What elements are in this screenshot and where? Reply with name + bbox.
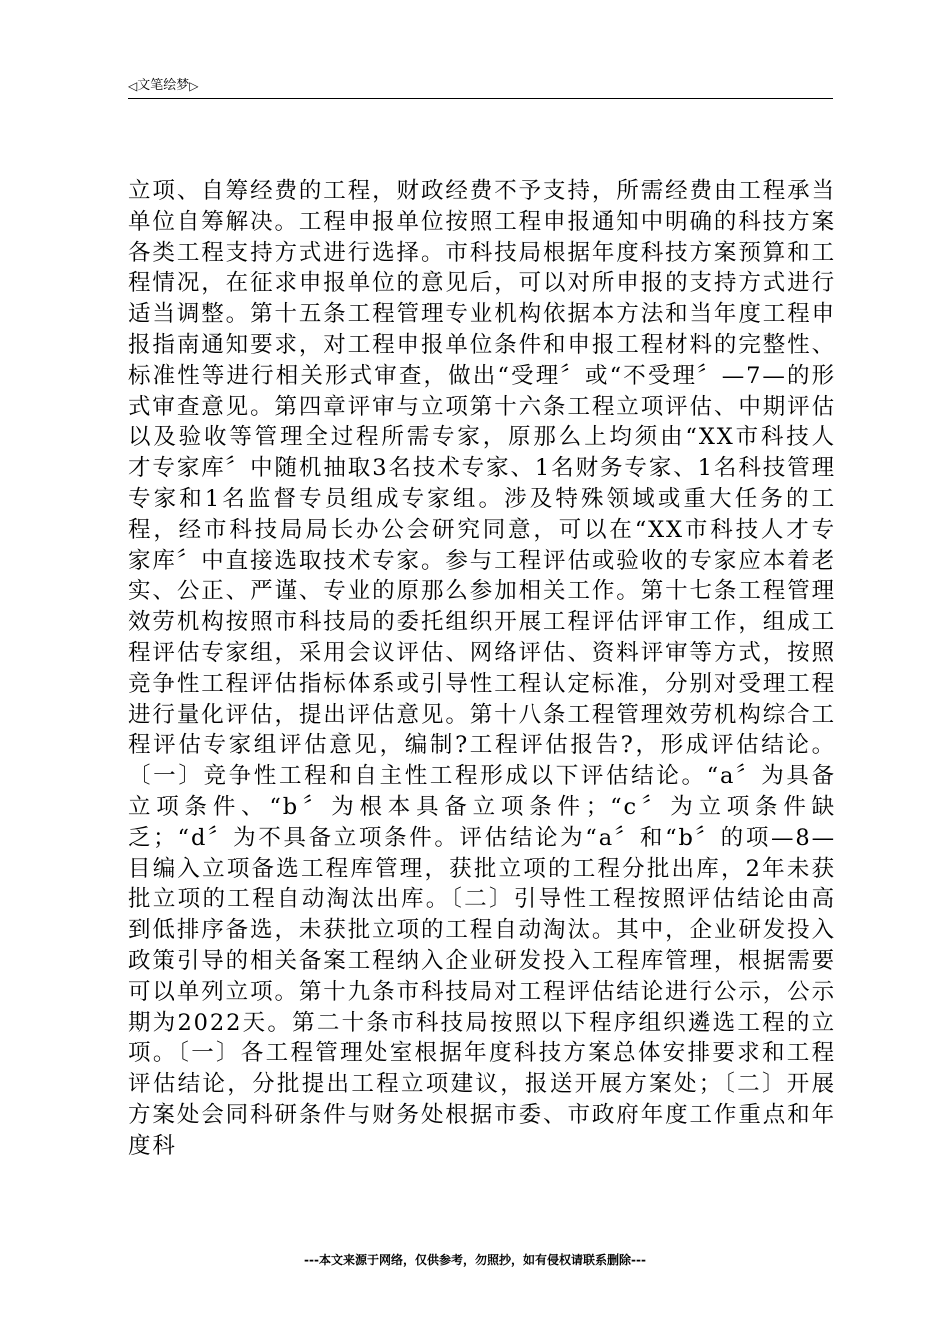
brand-logo xyxy=(128,76,198,98)
brand-name: 文笔绘梦 xyxy=(137,78,190,93)
body-paragraph: 立项、自筹经费的工程，财政经费不予支持，所需经费由工程承当单位自筹解决。工程申报单位按照工程申报通知中明确的科技方案各类工程支持方式进行选择。市科技局根据年度科技方案预算和工程情况，在征求申报单位的意见后，可以对所申报的支持方式进行适当调整。第十五条工程管理专业机构依据本方法和当年度工程申报指南通知要求，对工程申报单位条件和申报工程材料的完整性、标准性等进行相关形式审查，做出“受理〞或“不受理〞—7—的形式审查意见。第四章评审与立项第十六条工程立项评估、中期评估以及验收等管理全过程所需专家，原那么上均须由“XX市科技人才专家库〞中随机抽取3名技术专家、1名财务专家、1名科技管理专家和1名监督专员组成专家组。涉及特殊领域或重大任务的工程，经市科技局局长办公会研究同意，可以在“XX市科技人才专家库〞中直接选取技术专家。参与工程评估或验收的专家应本着老实、公正、严谨、专业的原那么参加相关工作。第十七条工程管理效劳机构按照市科技局的委托组织开展工程评估评审工作，组成工程评估专家组，采用会议评估、网络评估、资料评审等方式，按照竞争性工程评估指标体系或引导性工程认定标准，分别对受理工程进行量化评估，提出评估意见。第十八条工程管理效劳机构综合工程评估专家组评估意见，编制?工程评估报告?，形成评估结论。〔一〕竞争性工程和自主性工程形成以下评估结论。“a〞为具备立项条件、“b〞为根本具备立项条件；“c〞为立项条件缺乏；“d〞为不具备立项条件。评估结论为“a〞和“b〞的项—8—目编入立项备选工程库管理，获批立项的工程分批出库，2年未获批立项的工程自动淘汰出库。〔二〕引导性工程按照评估结论由高到低排序备选，未获批立项的工程自动淘汰。其中，企业研发投入政策引导的相关备案工程纳入企业研发投入工程库管理，根据需要可以单列立项。第十九条市科技局对工程评估结论进行公示，公示期为2022天。第二十条市科技局按照以下程序组织遴选工程的立项。〔一〕各工程管理处室根据年度科技方案总体安排要求和工程评估结论，分批提出工程立项建议，报送开展方案处；〔二〕开展方案处会同科研条件与财务处根据市委、市政府年度工作重点和年度科 xyxy=(128,178,836,1159)
left-triangle-icon: ◁ xyxy=(128,79,138,93)
right-triangle-icon: ▷ xyxy=(189,79,199,93)
page-header xyxy=(128,74,833,99)
footer-disclaimer: ---本文来源于网络，仅供参考，勿照抄，如有侵权请联系删除--- xyxy=(304,1253,646,1267)
